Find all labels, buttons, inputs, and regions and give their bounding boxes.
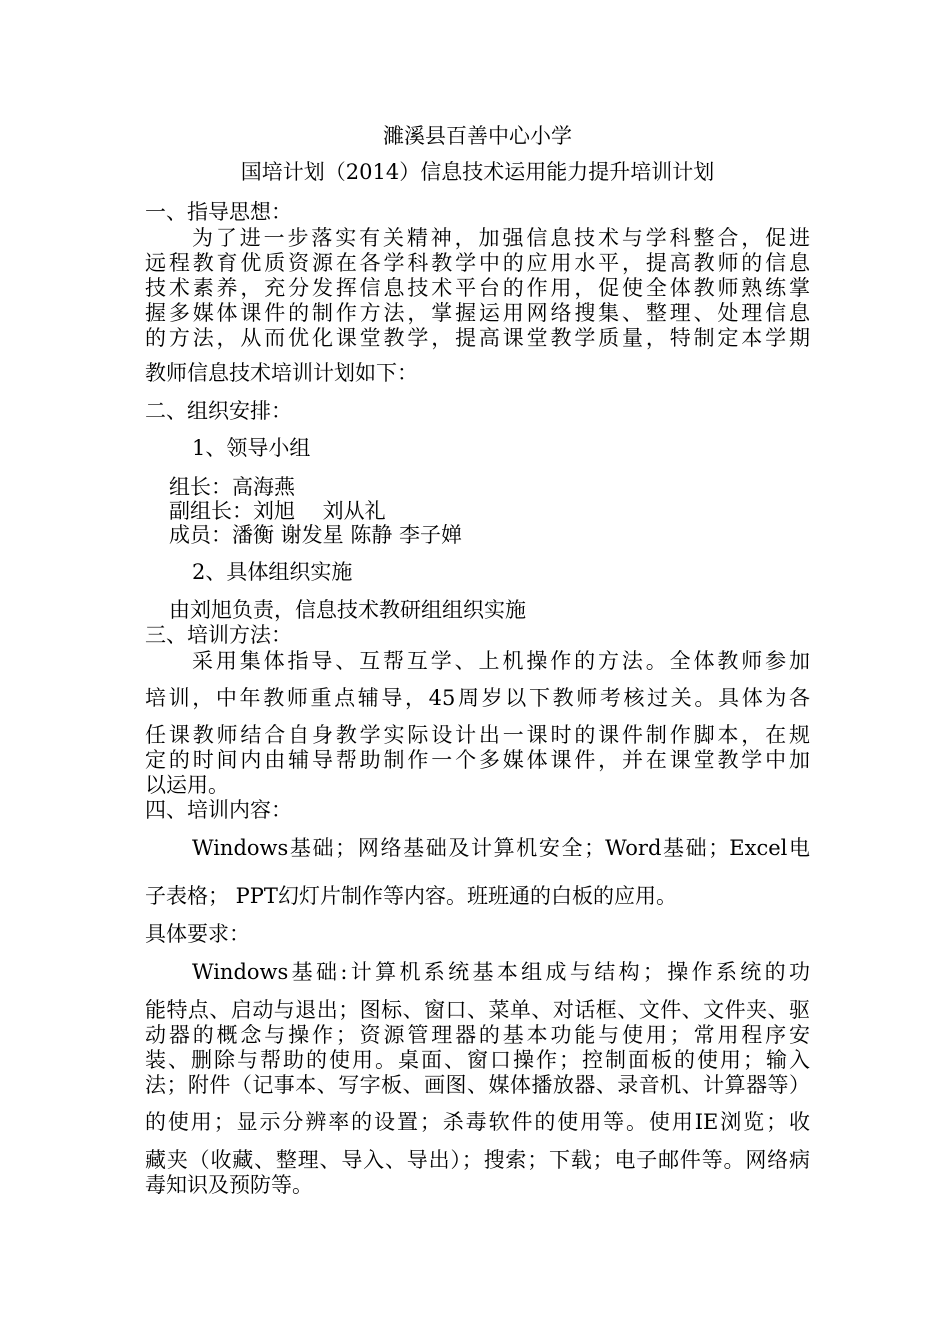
requirements-line: 的使用；显示分辨率的设置；杀毒软件的使用等。使用IE浏览；收	[145, 1110, 810, 1134]
requirements-line: 毒知识及预防等。	[145, 1173, 313, 1197]
section-3-heading: 三、培训方法：	[145, 623, 292, 647]
section-1-line: 握多媒体课件的制作方法，掌握运用网络搜集、整理、处理信息	[145, 301, 810, 325]
document-page	[145, 0, 810, 1344]
section-1-line: 技术素养，充分发挥信息技术平台的作用，促使全体教师熟练掌	[145, 276, 810, 300]
section-4-line: Windows基础；网络基础及计算机安全；Word基础；Excel电	[192, 836, 810, 860]
section-3-line: 定的时间内由辅导帮助制作一个多媒体课件，并在课堂教学中加	[145, 748, 810, 772]
section-3-line: 培训，中年教师重点辅导，45周岁以下教师考核过关。具体为各	[145, 686, 810, 710]
section-4-line: 子表格； PPT幻灯片制作等内容。班班通的白板的应用。	[145, 884, 677, 908]
section-2-heading: 二、组织安排：	[145, 399, 292, 423]
requirements-line: 能特点、启动与退出；图标、窗口、菜单、对话框、文件、文件夹、驱	[145, 998, 810, 1022]
section-1-line: 教师信息技术培训计划如下：	[145, 361, 418, 385]
school-title: 濉溪县百善中心小学	[383, 124, 572, 148]
requirements-line: Windows基础:计算机系统基本组成与结构；操作系统的功	[192, 960, 810, 984]
section-1-line: 远程教育优质资源在各学科教学中的应用水平，提高教师的信息	[145, 251, 810, 275]
group-leader: 组长：高海燕	[169, 475, 295, 499]
plan-title: 国培计划（2014）信息技术运用能力提升培训计划	[240, 160, 715, 184]
requirements-line: 藏夹（收藏、整理、导入、导出）；搜索；下载；电子邮件等。网络病	[145, 1148, 810, 1172]
implementation-text: 由刘旭负责，信息技术教研组组织实施	[169, 598, 526, 622]
group-members: 成员：潘衡 谢发星 陈静 李子婵	[169, 523, 463, 547]
deputy-leaders: 副组长：刘旭 刘从礼	[169, 499, 386, 523]
requirements-line: 装、删除与帮助的使用。桌面、窗口操作；控制面板的使用；输入	[145, 1048, 810, 1072]
section-3-line: 任课教师结合自身教学实际设计出一课时的课件制作脚本，在规	[145, 723, 810, 747]
requirements-line: 动器的概念与操作；资源管理器的基本功能与使用；常用程序安	[145, 1023, 810, 1047]
subsection-leader-group: 1、领导小组	[192, 436, 311, 460]
section-1-line: 的方法，从而优化课堂教学，提高课堂教学质量，特制定本学期	[145, 326, 810, 350]
section-3-line: 采用集体指导、互帮互学、上机操作的方法。全体教师参加	[192, 649, 810, 673]
section-4-heading: 四、培训内容：	[145, 798, 292, 822]
section-1-heading: 一、指导思想：	[145, 200, 292, 224]
requirements-heading: 具体要求：	[145, 922, 250, 946]
subsection-implementation: 2、具体组织实施	[192, 560, 353, 584]
section-3-line: 以运用。	[145, 773, 229, 797]
section-1-line: 为了进一步落实有关精神，加强信息技术与学科整合，促进	[192, 226, 810, 250]
requirements-line: 法；附件（记事本、写字板、画图、媒体播放器、录音机、计算器等）	[145, 1073, 810, 1097]
